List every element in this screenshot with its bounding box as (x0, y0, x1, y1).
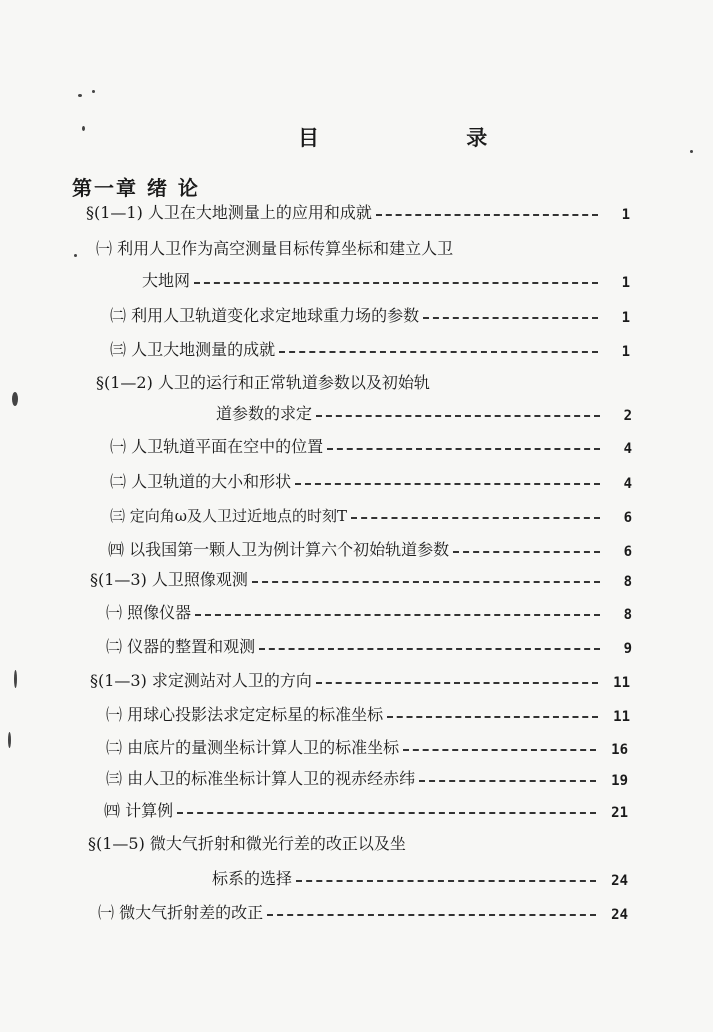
toc-entry-label: §(1—1) 人卫在大地测量上的应用和成就 (86, 203, 372, 222)
toc-entry[interactable] (106, 633, 632, 657)
toc-page-number: 21 (611, 805, 628, 821)
toc-entry[interactable] (86, 199, 630, 223)
toc-page-number: 9 (623, 641, 632, 657)
toc-entry[interactable] (90, 667, 630, 691)
toc-entry-label: ㈠ 人卫轨道平面在空中的位置 (110, 437, 324, 456)
toc-entry[interactable] (88, 830, 628, 854)
scan-speck (14, 670, 17, 688)
toc-entry-label: ㈡ 利用人卫轨道变化求定地球重力场的参数 (110, 306, 420, 325)
toc-page-number: 6 (623, 544, 632, 560)
toc-entry-label: ㈣ 计算例 (104, 801, 174, 820)
dot-leader (419, 780, 596, 782)
chapter-heading: 第一章 绪 论 (72, 176, 200, 200)
toc-page-number: 19 (611, 773, 628, 789)
toc-entry[interactable] (110, 302, 630, 326)
dot-leader (295, 483, 600, 485)
toc-page-number: 1 (621, 275, 630, 291)
toc-entry-label: ㈢ 由人卫的标准坐标计算人卫的视赤经赤纬 (106, 769, 416, 788)
scan-speck (8, 732, 11, 748)
dot-leader (403, 749, 596, 751)
dot-leader (252, 581, 600, 583)
scan-speck (12, 392, 18, 406)
toc-entry[interactable] (98, 899, 628, 923)
toc-entry-continuation[interactable] (216, 400, 632, 424)
dot-leader (267, 914, 596, 916)
toc-entry-label: ㈠ 用球心投影法求定定标星的标准坐标 (106, 705, 384, 724)
toc-entry-label: 道参数的求定 (216, 404, 313, 423)
toc-entry-label: ㈢ 人卫大地测量的成就 (110, 340, 276, 359)
toc-page-number: 24 (611, 907, 628, 923)
toc-entry[interactable] (110, 433, 632, 457)
dot-leader (194, 282, 598, 284)
toc-page-number: 2 (623, 408, 632, 424)
toc-entry[interactable] (106, 599, 632, 623)
toc-entry-label: 大地网 (142, 271, 191, 290)
toc-entry-continuation[interactable] (212, 865, 628, 889)
scan-speck (82, 126, 85, 131)
toc-page-number: 16 (611, 742, 628, 758)
toc-entry-label: ㈠ 利用人卫作为高空测量目标传算坐标和建立人卫 (96, 239, 454, 258)
toc-entry[interactable] (96, 369, 630, 393)
dot-leader (296, 880, 596, 882)
dot-leader (387, 716, 598, 718)
dot-leader (423, 317, 598, 319)
toc-page-number: 1 (621, 207, 630, 223)
toc-page-number: 1 (621, 310, 630, 326)
toc-page-number: 6 (623, 510, 632, 526)
toc-page-number: 4 (623, 441, 632, 457)
dot-leader (195, 614, 600, 616)
toc-entry-label: ㈠ 微大气折射差的改正 (98, 903, 264, 922)
toc-page-number: 8 (623, 607, 632, 623)
dot-leader (453, 551, 600, 553)
toc-entry-label: ㈣ 以我国第一颗人卫为例计算六个初始轨道参数 (108, 540, 450, 559)
toc-entry[interactable] (106, 701, 630, 725)
toc-entry[interactable] (96, 235, 630, 259)
toc-entry[interactable] (104, 797, 628, 821)
dot-leader (351, 517, 600, 519)
scan-speck (78, 94, 82, 97)
toc-entry-label: §(1—3) 求定测站对人卫的方向 (90, 671, 312, 690)
toc-entry[interactable] (110, 336, 630, 360)
scan-speck (74, 254, 77, 257)
dot-leader (259, 648, 600, 650)
toc-entry[interactable] (106, 765, 628, 789)
toc-entry-label: ㈡ 由底片的量测坐标计算人卫的标准坐标 (106, 738, 400, 757)
toc-entry-continuation[interactable] (142, 267, 630, 291)
scan-speck (92, 90, 95, 93)
toc-entry-label: §(1—3) 人卫照像观测 (90, 570, 248, 589)
dot-leader (316, 682, 598, 684)
toc-entry-label: 标系的选择 (212, 869, 293, 888)
scan-speck (690, 150, 693, 153)
dot-leader (177, 812, 596, 814)
toc-page-number: 24 (611, 873, 628, 889)
toc-entry-label: ㈠ 照像仪器 (106, 603, 192, 622)
dot-leader (327, 448, 600, 450)
dot-leader (316, 415, 600, 417)
toc-entry-label: §(1—5) 微大气折射和微光行差的改正以及坐 (88, 834, 406, 853)
toc-entry[interactable] (90, 566, 632, 590)
toc-entry-label: ㈢ 定向角ω及人卫过近地点的时刻T (110, 507, 348, 525)
toc-entry[interactable] (106, 734, 628, 758)
toc-entry-label: ㈡ 人卫轨道的大小和形状 (110, 472, 292, 491)
toc-entry[interactable] (108, 536, 632, 560)
toc-entry[interactable] (110, 468, 632, 492)
toc-page-number: 1 (621, 344, 630, 360)
toc-entry[interactable] (110, 502, 632, 526)
toc-entry-label: §(1—2) 人卫的运行和正常轨道参数以及初始轨 (96, 373, 430, 392)
page-title: 目 录 (298, 125, 558, 150)
dot-leader (376, 214, 598, 216)
toc-page-number: 8 (623, 574, 632, 590)
toc-page-number: 11 (613, 675, 630, 691)
dot-leader (279, 351, 598, 353)
toc-page-number: 4 (623, 476, 632, 492)
toc-page-number: 11 (613, 709, 630, 725)
toc-entry-label: ㈡ 仪器的整置和观测 (106, 637, 256, 656)
